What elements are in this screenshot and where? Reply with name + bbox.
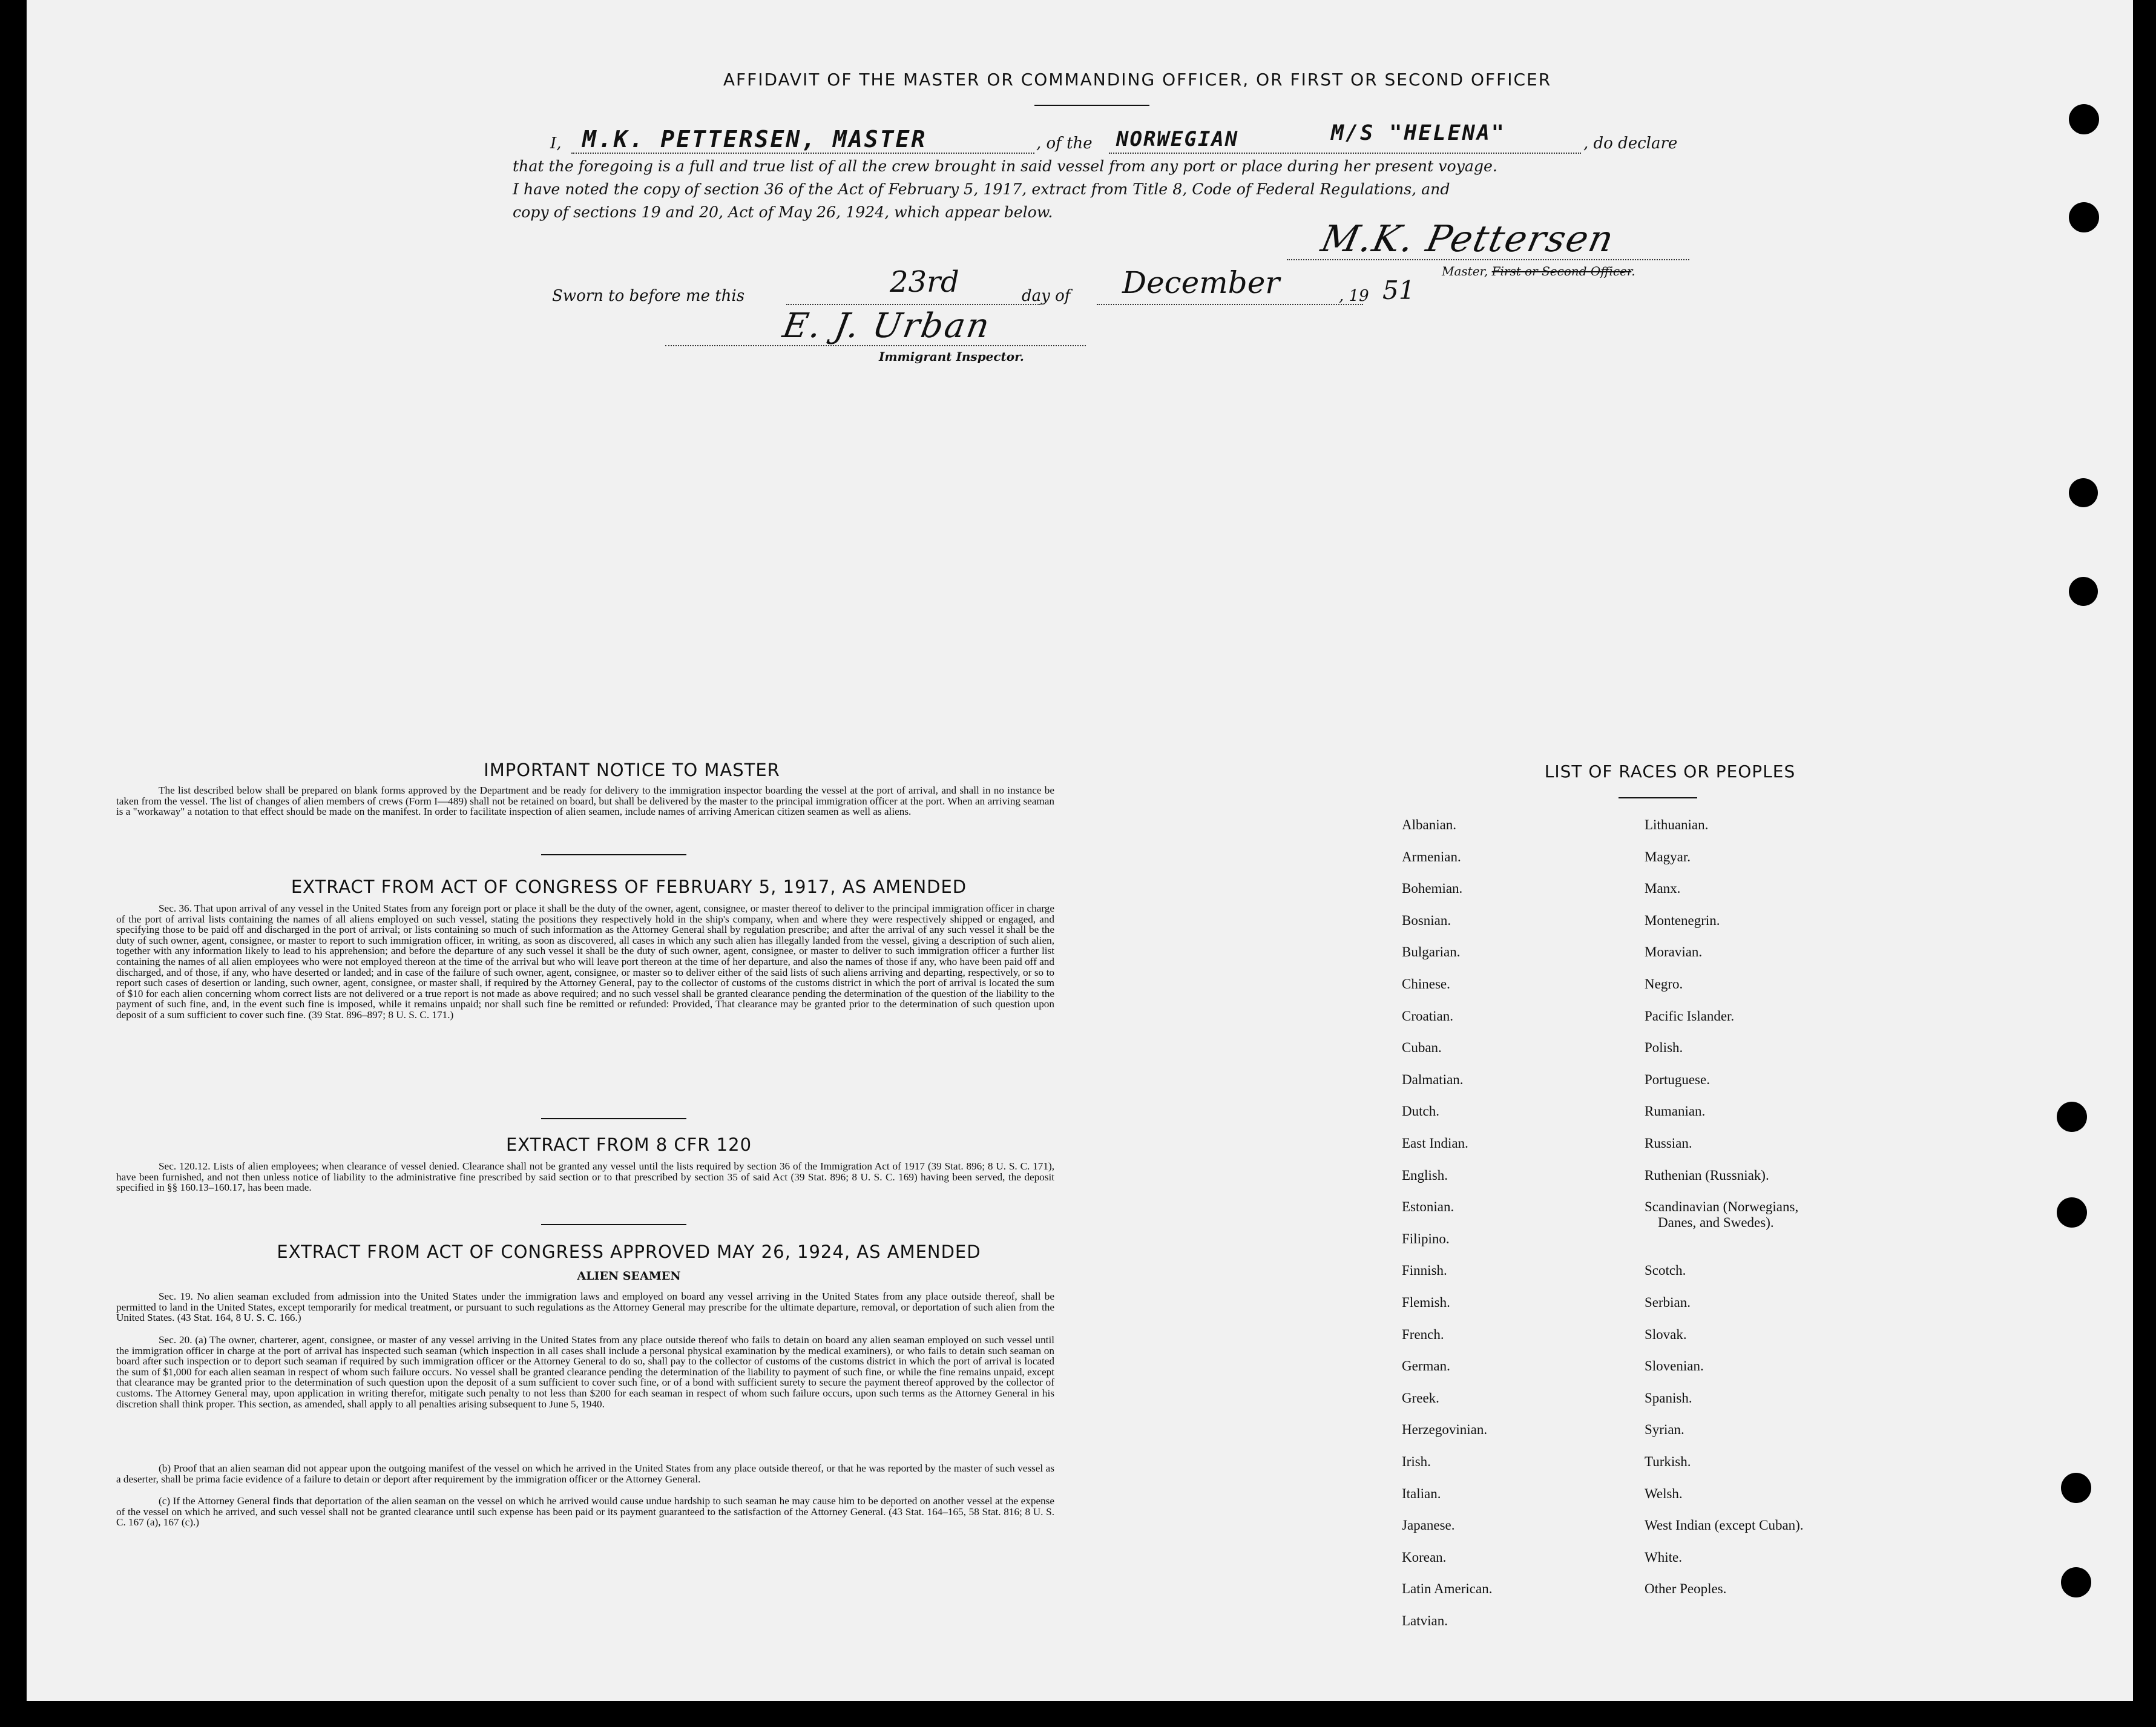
sec-19-text: Sec. 19. No alien seaman excluded from admission into the United States under the immigration laws and employed on board any vessel arriving in the United States from any place outside thereof, shall be permitted to land in the United States, except temporarily for medical treatment, or pursuant to such regulations as the Attorney General may prescribe for the ultimate departure, removal, or deportation of such alien from the United States. (43 Stat. 164, 8 U. S. C. 166.): [116, 1291, 1054, 1324]
divider-2: [541, 1118, 686, 1119]
race-item: Dutch.: [1402, 1104, 1439, 1119]
race-item: Welsh.: [1645, 1485, 1683, 1501]
race-item: French.: [1402, 1326, 1444, 1342]
race-item: Filipino.: [1402, 1231, 1450, 1246]
race-item: Bohemian.: [1402, 881, 1463, 896]
affidavit-line-2: that the foregoing is a full and true list of all the crew brought in said vessel from any port or place during her present voyage.: [513, 157, 1497, 175]
divider-1: [541, 854, 686, 855]
affidavit-of-the: , of the: [1036, 134, 1093, 153]
punch-hole: [2061, 1473, 2091, 1503]
race-item: Polish.: [1645, 1040, 1683, 1056]
race-item-continuation: Danes, and Swedes).: [1658, 1215, 1774, 1231]
sworn-year-prefix: , 19: [1339, 287, 1369, 305]
sworn-label: Sworn to before me this: [552, 287, 745, 305]
sec-20a-text: Sec. 20. (a) The owner, charterer, agent, consignee, or master of any vessel arriving in the United States from any place outside thereof who fails to detain on board any alien seaman employed on such vessel until the immigration officer in charge at the port of arrival has inspected such seaman (which inspection in all cases shall include a personal physical examination by the medical examiners), or who fails to detain such seaman on board after such inspection or to deport such seaman if required by such immigration officer or the Attorney General to do so, shall pay to the collector of customs of the customs district in which the port of arrival is located the sum of $1,000 for each alien seaman in respect of whom such failure occurs. No vessel shall be granted clearance pending the determination of the liability to payment of such fine, or while the fine remains unpaid, except that clearance may be granted prior to the determination of such question upon the deposit of a sum sufficient to cover such fine, or of a bond with sufficient surety to secure the payment thereof approved by the collector of customs. The Attorney General may, upon application in writing therefor, mitigate such penalty to not less than $200 for each seaman in respect of whom such failure occurs, upon such terms as the Attorney General in his discretion shall think proper. This section, as amended, shall apply to all penalties arising subsequent to June 5, 1940.: [116, 1334, 1054, 1410]
extract-1924-title: EXTRACT FROM ACT OF CONGRESS APPROVED MAY 26, 1924, AS AMENDED: [277, 1242, 981, 1262]
race-item: Montenegrin.: [1645, 912, 1720, 928]
race-item: Albanian.: [1402, 817, 1457, 832]
extract-cfr-title: EXTRACT FROM 8 CFR 120: [505, 1134, 752, 1155]
race-item: Armenian.: [1402, 849, 1461, 864]
vessel-name-field: M/S "HELENA": [1331, 121, 1506, 145]
race-item: Croatian.: [1402, 1008, 1453, 1024]
sec-20c-text: (c) If the Attorney General finds that deportation of the alien seaman on the vessel on which he arrived would cause undue hardship to such seaman he may cause him to be deported on another vessel at the expense of the vessel on which he arrived, and such vessel shall not be granted clearance until such expense has been paid or its payment guaranteed to the satisfaction of the Attorney General. (43 Stat. 164–165, 58 Stat. 816; 8 U. S. C. 167 (a), 167 (c).): [116, 1495, 1054, 1528]
name-field-line: [571, 153, 1034, 154]
sworn-day-field: 23rd: [890, 265, 959, 299]
race-item: Ruthenian (Russniak).: [1645, 1167, 1769, 1183]
race-item: White.: [1645, 1549, 1682, 1565]
race-item: Estonian.: [1402, 1199, 1454, 1215]
race-item: Negro.: [1645, 976, 1683, 992]
affidavit-title: AFFIDAVIT OF THE MASTER OR COMMANDING OFFICER, OR FIRST OR SECOND OFFICER: [723, 70, 1552, 90]
race-item: Syrian.: [1645, 1422, 1684, 1438]
race-item: Korean.: [1402, 1549, 1447, 1565]
race-item: Serbian.: [1645, 1295, 1691, 1310]
race-item: German.: [1402, 1358, 1450, 1374]
race-item: Herzegovinian.: [1402, 1422, 1488, 1438]
nationality-field: NORWEGIAN: [1116, 127, 1239, 151]
punch-hole: [2069, 104, 2099, 134]
punch-hole: [2069, 577, 2098, 606]
master-signature-line: [1287, 259, 1689, 260]
race-item: Magyar.: [1645, 849, 1691, 864]
divider-3: [541, 1224, 686, 1225]
race-item: Lithuanian.: [1645, 817, 1709, 832]
sworn-day-line: [786, 304, 1040, 305]
race-item: Other Peoples.: [1645, 1581, 1727, 1597]
sworn-day-of: day of: [1022, 287, 1071, 305]
alien-seamen-subtitle: ALIEN SEAMEN: [577, 1269, 681, 1283]
race-item: Chinese.: [1402, 976, 1450, 992]
race-item: Scandinavian (Norwegians,: [1645, 1199, 1799, 1215]
affidavit-line-3: I have noted the copy of section 36 of the Act of February 5, 1917, extract from Title 8, Code of Federal Regulations, and: [513, 180, 1450, 198]
sworn-month-field: December: [1122, 265, 1280, 300]
master-caption-label: Master,: [1442, 264, 1492, 278]
sworn-month-line: [1097, 304, 1363, 305]
title-divider: [1034, 105, 1149, 106]
races-title: LIST OF RACES OR PEOPLES: [1544, 762, 1796, 781]
affidavit-do-declare: , do declare: [1583, 134, 1678, 153]
extract-cfr-text: Sec. 120.12. Lists of alien employees; when clearance of vessel denied. Clearance shall not be granted any vessel until the lists required by section 36 of the Immigration Act of 1917 (39 Stat. 896; 8 U. S. C. 171), have been furnished, and not then unless notice of liability to the administrative fine prescribed by said section or to that prescribed by section 35 of said Act (39 Stat. 896; 8 U. S. C. 169) having been served, the deposit specified in §§ 160.13–160.17, has been made.: [116, 1160, 1054, 1194]
race-item: Dalmatian.: [1402, 1071, 1464, 1087]
race-item: Portuguese.: [1645, 1071, 1710, 1087]
notice-text: The list described below shall be prepared on blank forms approved by the Department and be ready for delivery to the immigration inspector boarding the vessel at the port of arrival, and shall in no instance be taken from the vessel. The list of changes of alien members of crews (Form I—489) shall not be retained on board, but shall be delivered by the master to the principal immigration officer at the port. When an arriving seaman is a "workaway" a notation to that effect should be made on the manifest. In order to facilitate inspection of alien seamen, include names of arriving American citizen seamen as well as aliens.: [116, 785, 1054, 818]
race-item: Manx.: [1645, 881, 1681, 896]
race-item: Bulgarian.: [1402, 944, 1461, 960]
race-item: Turkish.: [1645, 1454, 1691, 1469]
race-item: Bosnian.: [1402, 912, 1451, 928]
sworn-year-field: 51: [1382, 275, 1415, 305]
punch-hole: [2061, 1567, 2091, 1597]
race-item: Latin American.: [1402, 1581, 1493, 1597]
punch-hole: [2057, 1197, 2087, 1228]
notice-title: IMPORTANT NOTICE TO MASTER: [484, 760, 780, 780]
race-item: Moravian.: [1645, 944, 1703, 960]
race-item: Pacific Islander.: [1645, 1008, 1735, 1024]
race-item: Latvian.: [1402, 1613, 1448, 1628]
master-name-field: M.K. PETTERSEN, MASTER: [582, 126, 927, 153]
affidavit-i-prefix: I,: [550, 134, 562, 153]
punch-hole: [2057, 1102, 2087, 1132]
race-item: Irish.: [1402, 1454, 1431, 1469]
race-item: English.: [1402, 1167, 1448, 1183]
affidavit-line-4: copy of sections 19 and 20, Act of May 26, 1924, which appear below.: [513, 203, 1053, 221]
punch-hole: [2069, 478, 2098, 507]
race-item: Slovak.: [1645, 1326, 1687, 1342]
punch-hole: [2069, 202, 2099, 232]
race-item: West Indian (except Cuban).: [1645, 1518, 1804, 1533]
sec-20b-text: (b) Proof that an alien seaman did not appear upon the outgoing manifest of the vessel on which he arrived in the United States from any place outside thereof, or that he was reported by the master of such vessel as a deserter, shall be prima facie evidence of a failure to detain or deport after requirement by the immigration officer or the Attorney General.: [116, 1462, 1054, 1485]
race-item: Russian.: [1645, 1136, 1692, 1151]
vessel-field-line: [1109, 153, 1581, 154]
race-item: Greek.: [1402, 1390, 1439, 1406]
paper-page: [27, 0, 2133, 1701]
race-item: Slovenian.: [1645, 1358, 1704, 1374]
race-item: Cuban.: [1402, 1040, 1442, 1056]
race-item: Rumanian.: [1645, 1104, 1706, 1119]
race-item: Flemish.: [1402, 1295, 1450, 1310]
master-caption: [1442, 264, 1635, 278]
race-item: Japanese.: [1402, 1518, 1455, 1533]
master-signature: M.K. Pettersen: [1317, 218, 1619, 260]
extract-1917-title: EXTRACT FROM ACT OF CONGRESS OF FEBRUARY 5, 1917, AS AMENDED: [291, 877, 967, 897]
race-item: East Indian.: [1402, 1136, 1468, 1151]
inspector-signature-line: [665, 345, 1086, 346]
race-item: Finnish.: [1402, 1263, 1447, 1278]
master-caption-period: .: [1631, 264, 1635, 278]
race-item: Spanish.: [1645, 1390, 1692, 1406]
extract-1917-text: Sec. 36. That upon arrival of any vessel in the United States from any foreign port or place it shall be the duty of the owner, agent, consignee, or master thereof to deliver to the principal immigration officer in charge of the port of arrival lists containing the names of all aliens employed on such vessel, stating the positions they respectively hold in the ship's company, when and where they were respectively shipped or engaged, and specifying those to be paid off and discharged in the port of arrival; or lists containing so much of such information as the Attorney General shall by regulation prescribe; and after the arrival of any such vessel it shall be the duty of such owner, agent, consignee, or master to report to such immigration officer, in writing, as soon as discovered, all cases in which any such alien has illegally landed from the vessel, giving a description of such alien, together with any information likely to lead to his apprehension; and before the departure of any such vessel it shall be the duty of such owner, agent, consignee, or master to deliver to such immigration officer a further list containing the names of all alien employees who were not employed thereon at the time of the arrival but who will leave port thereon at the time of her departure, and also the names of those if any, who have been paid off and discharged, and of those, if any, who have deserted or landed; and in case of the failure of such owner, agent, consignee, or master so to deliver either of the said lists of such aliens arriving and departing, respectively, or so to report such cases of desertion or landing, such owner, agent, consignee, or master shall, if required by the Attorney General, pay to the collector of customs of the customs district in which the port of arrival is located the sum of $10 for each alien concerning whom correct lists are not delivered or a true report is not made as above required; and no such vessel shall be granted clearance pending the determination of the question of the liability to the payment of such fine, and, in the event such fine is imposed, while it remains unpaid; nor shall such fine be remitted or refunded: Provided, That clearance may be granted prior to the determination of such question upon deposit of a sum sufficient to cover such fine. (39 Stat. 896–897; 8 U. S. C. 171.): [116, 903, 1054, 1021]
inspector-signature: E. J. Urban: [780, 306, 994, 346]
race-item: Italian.: [1402, 1485, 1441, 1501]
inspector-caption: Immigrant Inspector.: [879, 349, 1024, 364]
races-divider: [1619, 797, 1697, 798]
master-caption-struck: First or Second Officer: [1491, 264, 1632, 278]
race-item: Scotch.: [1645, 1263, 1686, 1278]
